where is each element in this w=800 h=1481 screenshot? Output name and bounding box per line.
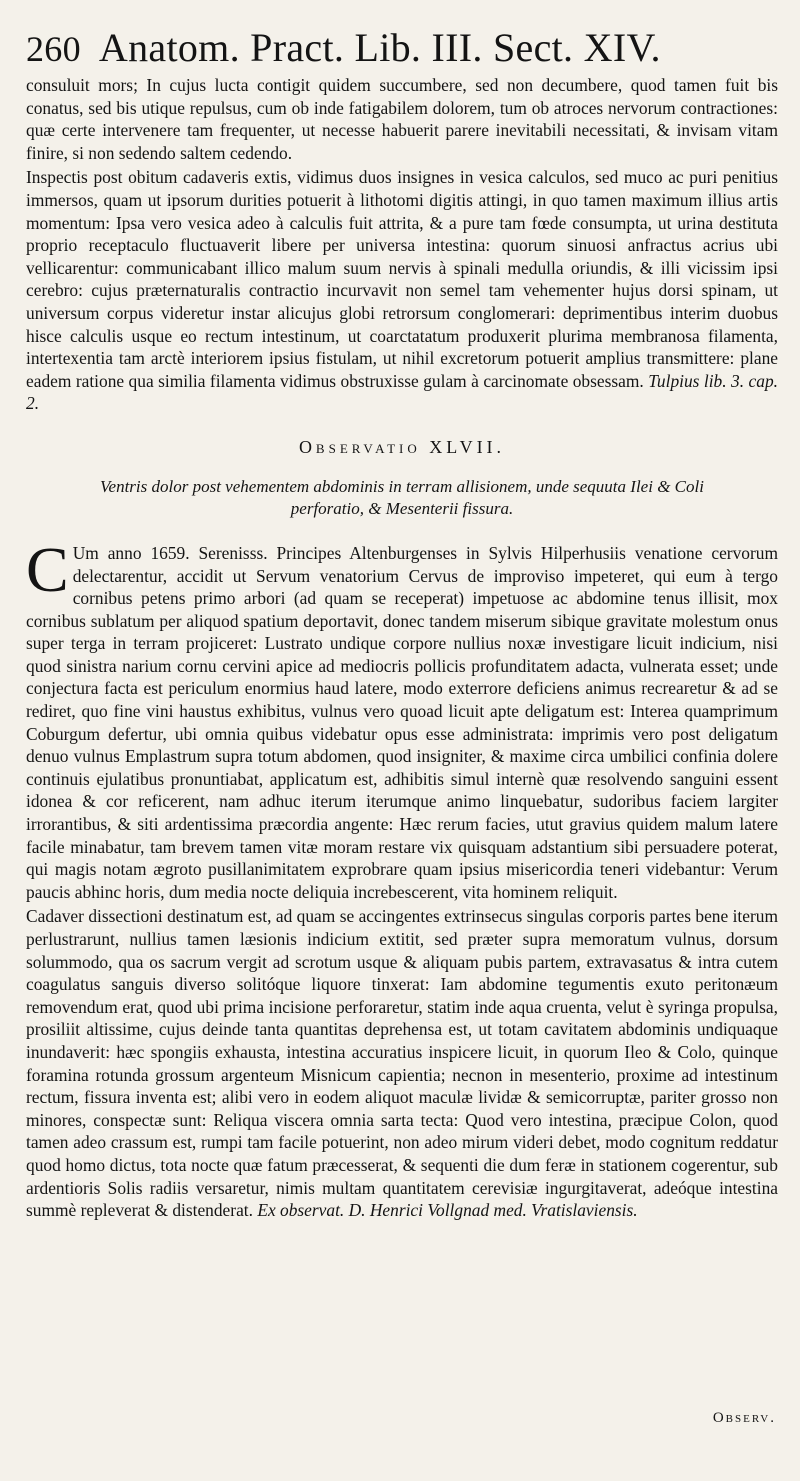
paragraph-inspection-text: Inspectis post obitum cadaveris extis, vidimus duos insignes in vesica calculos, sed muco ac puri penitius immersos, quam ut ipsorum durities potuerit à lithotomi digitis attingi, in quo tamen maximum illius artis momentum: Ipsa vero vesica adeo à calculis fuit attrita, & a pure tam fœde consumpta, ut urina destituta proprio receptaculo fluctuaverit libere per universa intestina: quorum sinuosi anfractus acrius ubi vellicarentur: communicabant illico malum suum nervis à spinali medulla oriundis, & illi vicissim ipsi cerebro: cujus præternaturalis contractio incurvavit non semel tam vehementer hujus dorsi spinam, ut universum corpus videretur instar alicujus globi retrorsum conglomerari: deprimentibus interim duobus hisce calculis usque eo rectum intestinum, ut coarctatatum produxerit plurima membranosa filamenta, intertexentia tam arctè interiorem ipsius fistulam, ut nihil excretorum potuerit amplius transmittere: plane eadem ratione qua similia filamenta vidimus obstruxisse gulam à carcinomate obsessam. — [26, 167, 778, 391]
paragraph-observation-1-text: Um anno 1659. Serenisss. Principes Altenburgenses in Sylvis Hilperhusiis venatione cervorum delectarentur, accidit ut Servum venatorium Cervus de improviso impeteret, qui eum à tergo cornibus petens primo arbori (ad quam se receperat) impetuose ac abdomine tenus illisit, mox cornibus sublatum per aliquod spatium deportavit, donec tandem miserum sibique gravitate molestum onus super terga in terram projiceret: Lustrato undique corpore nullius noxæ investigare licuit indicium, nisi quod sinistra narium cornu cervini apice ad mediocris pollicis profunditatem adacta, vulnerata esset; unde conjectura facta est periculum enormius haud latere, modo exterrore deficiens animus recrearetur & ad se rediret, quo fine vini haustus exhibitus, vulnus vero quoad licuit apte deligatum est: Interea quamprimum Coburgum defertur, ubi omnia quibus videbatur opus esse administrata: imprimis vero post deligatum denuo vulnus Emplastrum supra totum abdomen, quod insigniter, & maxime circa umbilici confinia dolere continuis ejulatibus pronuntiabat, applicatum est, adhibitis simul internè quæ resolvendo sanguini essent idonea & cor reficerent, nam adhuc iterum iterumque animo linquebatur, sudoribus faciem largiter irrorantibus, & siti ardentissima præcordia angente: Hæc rerum facies, utut gravius quidem malum latere facile minabatur, tam brevem tamen vitæ moram restare vix quisquam adstantium sibi persuadere poterat, qui magis notam ægroto pusillanimitatem exprobrare quam ipsius misericordia teneri videbantur: Verum paucis abhinc horis, dum media nocte deliquia increbescerent, vita hominem reliquit. — [26, 542, 778, 902]
running-head — [26, 26, 778, 74]
paragraph-inspection — [26, 166, 778, 415]
observation-subtitle: Ventris dolor post vehementem abdominis in terram allisionem, unde sequuta Ilei & Coli perforatio, & Mesenterii fissura. — [100, 476, 704, 518]
citation-vollgnad: Ex observat. D. Henrici Vollgnad med. Vratislaviensis. — [257, 1200, 638, 1221]
catchword: Observ. — [712, 1410, 776, 1426]
running-title: Anatom. Pract. Lib. III. Sect. XIV. — [98, 25, 661, 70]
paragraph-observation-2-text: Cadaver dissectioni destinatum est, ad quam se accingentes extrinsecus singulas corporis partes bene iterum perlustrarunt, nullius tamen læsionis indicium extitit, sed præter supra memoratum vulnus, dorsum solummodo, qua os sacrum vergit ad scrotum usque & aliquam pubis partem, extravasatus & intra cutem coagulatus sanguis diverso solitóque liquore tinxerat: Iam abdomine tegumentis exuto peritonæum removendum erat, quod ubi prima incisione perforaretur, statim inde aqua cruenta, velut è syringa propulsa, prosiliit altissime, cujus deinde tanta quantitas deprehensa est, ut totam cavitatem abdominis undiquaque inundaverit: hæc spongiis exhausta, intestina accuratius inspicere licuit, in quorum Ileo & Colo, quinque foramina rotunda grossum argenteum Misnicum capientia; necnon in mesenterio, proxime ad intestinum rectum, fissura inventa est; alibi vero in eodem aliquot maculæ lividæ & semicorruptæ, pariter grosso non minores, conspectæ sunt: Reliqua viscera omnia sarta tecta: Quod vero intestina, præcipue Colon, quod tamen adeo crassum est, rumpi tam facile potuerint, non adeo mirum videri debet, modo cognitum reddatur quod homo dictus, tota nocte quæ fatum præcesserat, & sequenti die dum feræ in stationem cogerentur, sub ardentioris Solis radiis versaretur, nimis multam quantitatem cerevisiæ ingurgitaverat, adeóque intestina summè repleverat & distenderat. — [26, 906, 778, 1221]
paragraph-continuation: consuluit mors; In cujus lucta contigit quidem succumbere, sed non decumbere, quod tamen fuit bis conatus, sed bis utique repulsus, cum ob inde fatigabilem dolorem, tum ob atroces nervorum contractiones: quæ certe intervenere tam frequenter, ut necesse habuerit parere inevitabili necessitati, & invisam vitam finire, si non sedendo saltem cedendo. — [26, 75, 778, 163]
page-number: 260 — [26, 29, 81, 69]
paragraph-observation-2 — [26, 905, 778, 1221]
observation-heading: Observatio XLVII. — [298, 436, 506, 457]
citation-tulpius: Tulpius lib. 3. cap. 2. — [26, 370, 778, 414]
drop-cap: C — [26, 533, 69, 605]
paragraph-observation-1 — [26, 533, 778, 904]
